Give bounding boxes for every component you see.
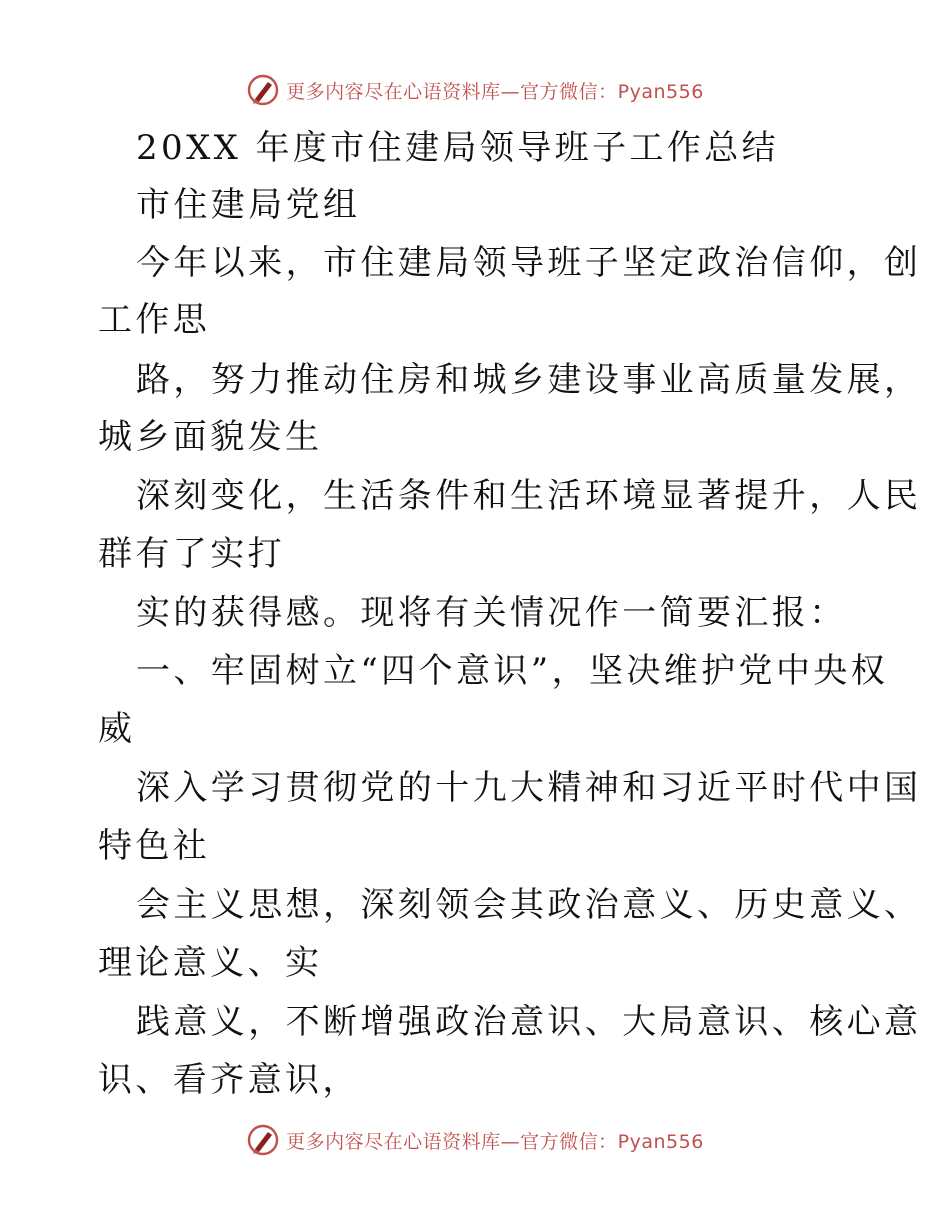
paragraph-line: 深入学习贯彻党的十九大精神和习近平时代中国 — [136, 768, 922, 808]
paragraph-line: 今年以来，市住建局领导班子坚定政治信仰，创 — [136, 243, 922, 283]
section-heading-continued: 威 — [98, 709, 136, 749]
document-author: 市住建局党组 — [136, 185, 361, 225]
paragraph-line: 深刻变化，生活条件和生活环境显著提升，人民 — [136, 476, 922, 516]
footer-banner — [0, 1120, 950, 1160]
paragraph-line: 路，努力推动住房和城乡建设事业高质量发展， — [136, 360, 922, 400]
section-heading: 一、牢固树立“四个意识”，坚决维护党中央权 — [136, 651, 889, 691]
paragraph-line: 工作思 — [98, 300, 211, 340]
document-title: 20XX 年度市住建局领导班子工作总结 — [136, 128, 780, 168]
paragraph-line: 践意义，不断增强政治意识、大局意识、核心意 — [136, 1002, 922, 1042]
paragraph-line: 识、看齐意识， — [98, 1060, 360, 1100]
banner-text: 更多内容尽在心语资料库—官方微信：Pyan556 — [286, 1130, 704, 1153]
pen-logo-icon — [246, 1123, 280, 1157]
paragraph-line: 会主义思想，深刻领会其政治意义、历史意义、 — [136, 885, 922, 925]
paragraph-line: 城乡面貌发生 — [98, 417, 323, 457]
banner-text: 更多内容尽在心语资料库—官方微信：Pyan556 — [286, 80, 704, 103]
paragraph-line: 理论意义、实 — [98, 943, 323, 983]
paragraph-line: 群有了实打 — [98, 534, 285, 574]
paragraph-line: 特色社 — [98, 826, 211, 866]
paragraph-line: 实的获得感。现将有关情况作一简要汇报： — [136, 593, 847, 633]
